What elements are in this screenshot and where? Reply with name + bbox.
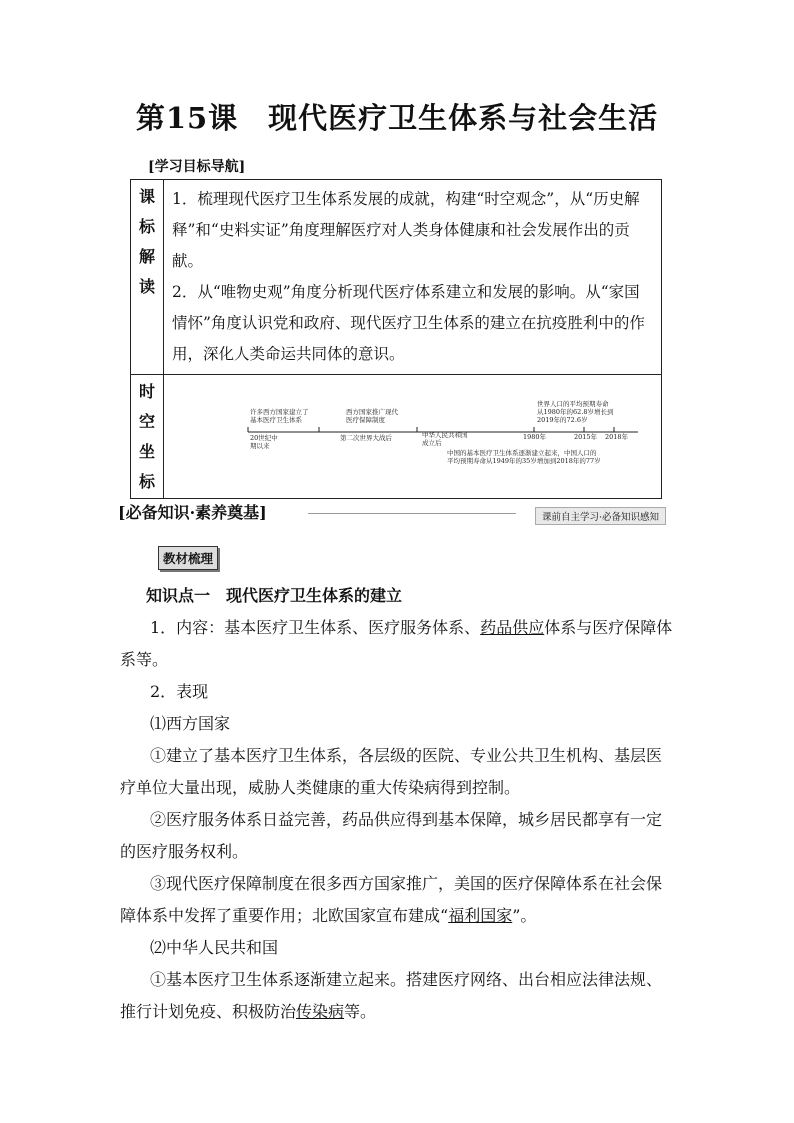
tl-tick-3a: 中华人民共和国 xyxy=(422,431,468,439)
subheading: ⑴西方国家 xyxy=(150,714,231,733)
label-char: 坐 xyxy=(138,442,155,461)
curriculum-text-cell xyxy=(164,180,662,375)
paragraph xyxy=(120,868,676,932)
tl-tick-4: 1980年 xyxy=(523,433,547,441)
label-char: 解 xyxy=(138,247,155,266)
section-title: [必备知识·素养奠基] xyxy=(118,503,267,522)
tl-above-2b: 医疗保障制度 xyxy=(346,416,385,424)
tl-tick-6: 2018年 xyxy=(605,433,629,441)
tl-below-a: 中国的基本医疗卫生体系逐渐建立起来，中国人口的 xyxy=(447,449,597,457)
tl-tick-1a: 20世纪中 xyxy=(250,434,278,442)
text: 体系与医疗保障体系等。 xyxy=(120,618,673,669)
label-char: 时 xyxy=(138,382,155,401)
timeline-cell xyxy=(164,375,662,499)
tl-tick-2: 第二次世界大战后 xyxy=(340,434,392,442)
text: ①基本医疗卫生体系逐渐建立起来。搭建医疗网络、出台相应法律法规、推行计划免疫、积极防治 xyxy=(120,970,663,1021)
text: ”。 xyxy=(512,906,537,925)
goal-item-2: 2．从“唯物史观”角度分析现代医疗体系建立和发展的影响。从“家国情怀”角度认识党和政府、现代医疗卫生体系的建立在抗疫胜利中的作用，深化人类命运共同体的意识。 xyxy=(172,283,645,363)
paragraph: ①建立了基本医疗卫生体系，各层级的医院、专业公共卫生机构、基层医疗单位大量出现，威胁人类健康的重大传染病得到控制。 xyxy=(120,746,663,797)
tl-tick-3b: 成立后 xyxy=(422,439,442,447)
text: 等。 xyxy=(344,1002,377,1021)
paragraph: 2．表现 xyxy=(150,682,209,701)
lesson-title: 第15课 现代医疗卫生体系与社会生活 xyxy=(135,101,659,135)
main-content xyxy=(120,580,676,1028)
underlined-term: 传染病 xyxy=(296,1002,345,1021)
tl-above-3b: 从1980年的62.8岁增长到 xyxy=(537,408,614,416)
section-subtitle: 课前自主学习·必备知识感知 xyxy=(535,507,666,525)
label-char: 课 xyxy=(138,187,155,206)
underlined-term: 福利国家 xyxy=(448,906,513,925)
text: ③现代医疗保障制度在很多西方国家推广，美国的医疗保障体系在社会保障体系中发挥了重要作用；北欧国家宣布建成“ xyxy=(120,874,663,925)
tl-above-1b: 基本医疗卫生体系 xyxy=(250,416,302,424)
knowledge-point-heading: 知识点一 现代医疗卫生体系的建立 xyxy=(146,586,403,605)
label-char: 标 xyxy=(138,217,155,236)
tl-above-1a: 许多西方国家建立了 xyxy=(250,408,309,416)
tl-tick-5: 2015年 xyxy=(574,433,598,441)
learning-goals-nav-label: [学习目标导航] xyxy=(148,159,246,175)
paragraph xyxy=(120,612,676,676)
learning-goals-table xyxy=(130,179,662,499)
tl-above-3a: 世界人口的平均预期寿命 xyxy=(537,400,609,408)
paragraph xyxy=(120,964,676,1028)
section-divider xyxy=(308,513,516,514)
label-char: 读 xyxy=(138,277,155,296)
paragraph: ②医疗服务体系日益完善，药品供应得到基本保障，城乡居民都享有一定的医疗服务权利。 xyxy=(120,810,663,861)
tl-below-b: 平均预期寿命从1949年的35岁增加到2018年的77岁 xyxy=(447,457,601,465)
text: 1．内容：基本医疗卫生体系、医疗服务体系、 xyxy=(150,618,481,637)
subheading: ⑵中华人民共和国 xyxy=(150,938,279,957)
timeline-label-cell xyxy=(131,375,164,499)
label-char: 标 xyxy=(138,472,155,491)
underlined-term: 药品供应 xyxy=(480,618,545,637)
timeline-diagram xyxy=(164,375,664,493)
section-bar xyxy=(118,500,666,523)
curriculum-label-cell xyxy=(131,180,164,375)
tl-above-3c: 2019年的72.6岁 xyxy=(537,416,588,424)
tl-above-2a: 西方国家推广现代 xyxy=(346,408,398,416)
goal-item-1: 1．梳理现代医疗卫生体系发展的成就，构建“时空观念”，从“历史解释”和“史料实证”角度理解医疗对人类身体健康和社会发展作出的贡献。 xyxy=(172,190,640,270)
tl-tick-1b: 期以来 xyxy=(250,442,270,450)
label-char: 空 xyxy=(138,412,155,431)
textbook-review-badge: 教材梳理 xyxy=(158,546,218,570)
